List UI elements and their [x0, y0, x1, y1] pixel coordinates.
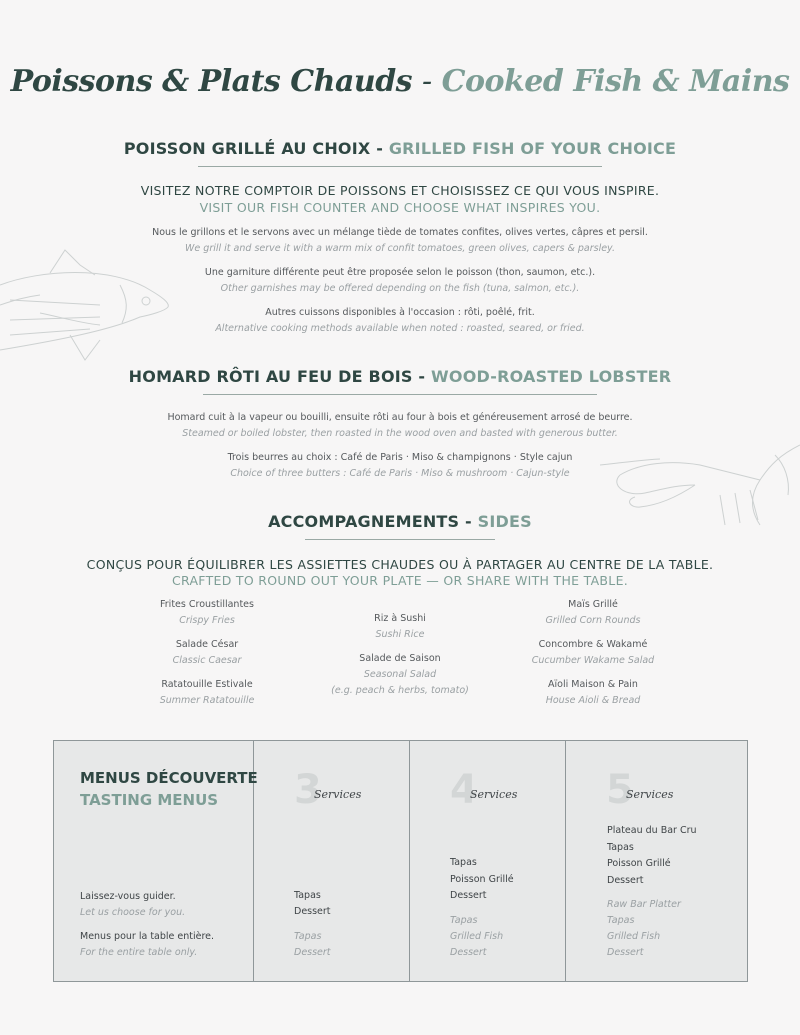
grilled-line-3-fr: Autres cuissons disponibles à l'occasion : rôti, poêlé, frit.	[265, 307, 535, 318]
side-item	[493, 637, 693, 669]
lobster-title-en: WOOD-ROASTED LOBSTER	[431, 367, 672, 386]
menu-4-item-fr: Dessert	[450, 890, 487, 901]
grilled-intro-fr: VISITEZ NOTRE COMPTOIR DE POISSONS ET CHOISISSEZ CE QUI VOUS INSPIRE.	[140, 183, 660, 198]
side-item	[107, 637, 307, 669]
grilled-section-title	[0, 139, 800, 158]
grilled-line-1-en: We grill it and serve it with a warm mix of confit tomatoes, green olives, capers & parsley.	[185, 243, 615, 254]
lobster-title-divider	[203, 394, 597, 395]
menu-5-item-fr: Plateau du Bar Cru	[607, 825, 697, 836]
tasting-note-2-fr: Menus pour la table entière.	[80, 931, 215, 942]
side-item	[493, 597, 693, 629]
page-title-fr: Poissons & Plats Chauds	[10, 64, 413, 99]
side-item	[300, 611, 500, 643]
tasting-note-1-en: Let us choose for you.	[80, 907, 186, 918]
side-item-en: Classic Caesar	[172, 655, 242, 666]
page-title-separator: -	[422, 64, 432, 99]
grilled-title-divider	[198, 166, 602, 167]
side-item-fr: Maïs Grillé	[568, 599, 618, 610]
column-divider	[565, 741, 566, 981]
menu-3-number: 3	[294, 767, 322, 813]
side-item-en: Sushi Rice	[375, 629, 425, 640]
lobster-line-2-fr: Trois beurres au choix : Café de Paris · Miso & champignons · Style cajun	[227, 452, 573, 463]
menu-4-item-fr: Tapas	[450, 857, 477, 868]
grilled-line-3-en: Alternative cooking methods available when noted : roasted, seared, or fried.	[215, 323, 585, 334]
side-item-en-note: (e.g. peach & herbs, tomato)	[331, 685, 469, 696]
tasting-title-fr: MENUS DÉCOUVERTE	[80, 769, 258, 787]
grilled-intro-en: VISIT OUR FISH COUNTER AND CHOOSE WHAT INSPIRES YOU.	[199, 200, 601, 215]
lobster-line-2-en: Choice of three butters : Café de Paris · Miso & mushroom · Cajun-style	[230, 468, 570, 479]
side-item	[300, 651, 500, 699]
grilled-title-fr: POISSON GRILLÉ AU CHOIX	[123, 139, 371, 158]
tasting-title	[80, 767, 258, 811]
sides-title-separator: -	[465, 512, 472, 531]
tasting-menus-box	[53, 740, 748, 982]
menu-5-item-en: Tapas	[607, 915, 635, 926]
side-item-en: House Aioli & Bread	[545, 695, 641, 706]
tasting-note-1-fr: Laissez-vous guider.	[80, 891, 176, 902]
sides-title-divider	[305, 539, 495, 540]
side-item-fr: Aïoli Maison & Pain	[548, 679, 638, 690]
lobster-section-title	[0, 367, 800, 386]
page-title	[0, 64, 800, 99]
lobster-line-1-en: Steamed or boiled lobster, then roasted in the wood oven and basted with generous butter.	[182, 428, 618, 439]
side-item-fr: Salade César	[175, 639, 239, 650]
sides-intro-en: CRAFTED TO ROUND OUT YOUR PLATE — OR SHARE WITH THE TABLE.	[171, 573, 629, 588]
side-item-en: Grilled Corn Rounds	[545, 615, 641, 626]
menu-3-item-en: Tapas	[294, 931, 322, 942]
lobster-line-1-fr: Homard cuit à la vapeur ou bouilli, ensuite rôti au four à bois et généreusement arrosé de beurre.	[167, 412, 633, 423]
menu-5-item-fr: Tapas	[607, 842, 634, 853]
side-item-fr: Salade de Saison	[359, 653, 441, 664]
menu-4-item-en: Grilled Fish	[450, 931, 504, 942]
menu-4-item-fr: Poisson Grillé	[450, 874, 514, 885]
sides-title-fr: ACCOMPAGNEMENTS	[268, 512, 460, 531]
menu-4-item-en: Tapas	[450, 915, 478, 926]
side-item	[107, 677, 307, 709]
grilled-line-2-fr: Une garniture différente peut être proposée selon le poisson (thon, saumon, etc.).	[204, 267, 596, 278]
sides-title-en: SIDES	[477, 512, 532, 531]
menu-4-item-en: Dessert	[450, 947, 487, 958]
sides-intro-fr: CONÇUS POUR ÉQUILIBRER LES ASSIETTES CHAUDES OU À PARTAGER AU CENTRE DE LA TABLE.	[86, 557, 714, 572]
grilled-line-2-en: Other garnishes may be offered depending on the fish (tuna, salmon, etc.).	[220, 283, 580, 294]
side-item-fr: Concombre & Wakamé	[538, 639, 648, 650]
menu-5-item-fr: Poisson Grillé	[607, 858, 671, 869]
side-item-en: Cucumber Wakame Salad	[531, 655, 655, 666]
tasting-note-2-en: For the entire table only.	[80, 947, 198, 958]
side-item	[107, 597, 307, 629]
grilled-title-en: GRILLED FISH OF YOUR CHOICE	[388, 139, 677, 158]
lobster-title-fr: HOMARD RÔTI AU FEU DE BOIS	[128, 367, 413, 386]
menu-4-services-label: Services	[470, 788, 518, 801]
tasting-title-en: TASTING MENUS	[80, 791, 219, 809]
grilled-line-1-fr: Nous le grillons et le servons avec un mélange tiède de tomates confites, olives vertes, câpres et persil.	[152, 227, 648, 238]
lobster-title-separator: -	[418, 367, 426, 386]
menu-5-item-en: Grilled Fish	[607, 931, 661, 942]
side-item	[493, 677, 693, 709]
side-item-fr: Riz à Sushi	[374, 613, 426, 624]
menu-5-item-en: Raw Bar Platter	[607, 899, 681, 910]
menu-5-item-fr: Dessert	[607, 875, 644, 886]
menu-3-item-fr: Dessert	[294, 906, 331, 917]
grilled-title-separator: -	[376, 139, 384, 158]
sides-section-title	[0, 512, 800, 531]
column-divider	[409, 741, 410, 981]
side-item-fr: Ratatouille Estivale	[161, 679, 253, 690]
menu-5-services-label: Services	[626, 788, 674, 801]
menu-3-item-en: Dessert	[294, 947, 331, 958]
side-item-en: Seasonal Salad	[363, 669, 437, 680]
side-item-en: Crispy Fries	[179, 615, 235, 626]
page-title-en: Cooked Fish & Mains	[441, 64, 790, 99]
menu-4-number: 4	[450, 767, 478, 813]
menu-5-item-en: Dessert	[607, 947, 644, 958]
menu-5-number: 5	[606, 767, 634, 813]
menu-3-services-label: Services	[314, 788, 362, 801]
side-item-fr: Frites Croustillantes	[160, 599, 254, 610]
side-item-en: Summer Ratatouille	[159, 695, 255, 706]
menu-3-item-fr: Tapas	[294, 890, 321, 901]
